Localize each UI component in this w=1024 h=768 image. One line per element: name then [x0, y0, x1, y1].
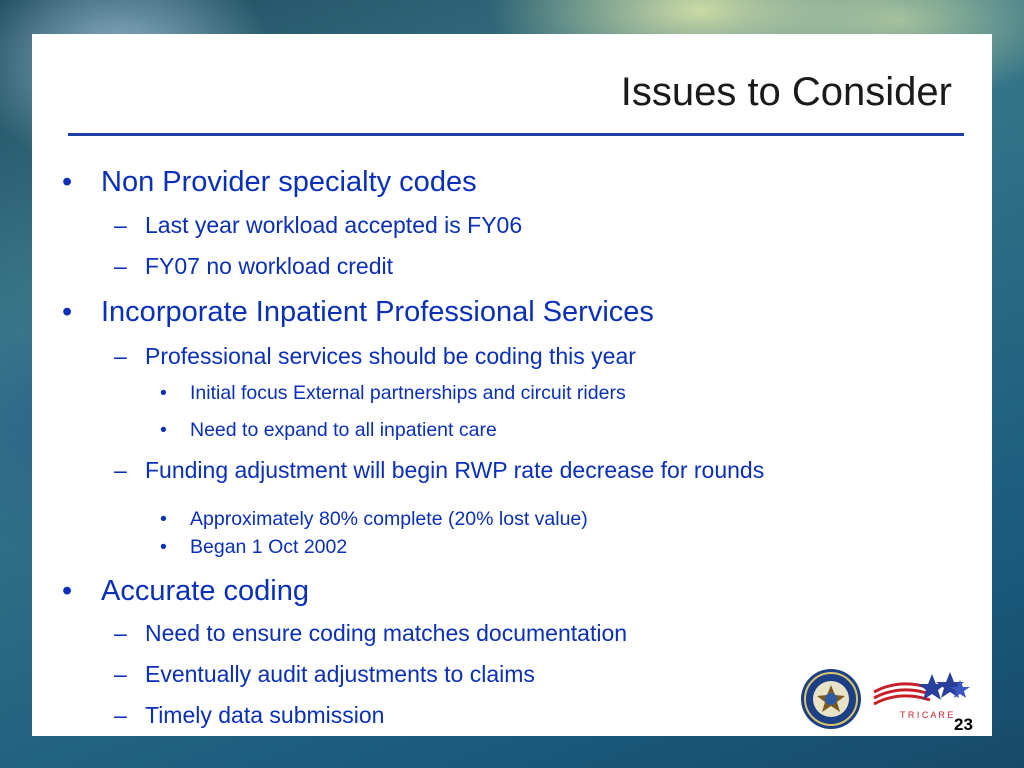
- bullet-text: Last year workload accepted is FY06: [145, 212, 523, 238]
- bullet-text: Non Provider specialty codes: [101, 166, 477, 198]
- bullet-marker: –: [114, 661, 127, 687]
- bullet-text: Accurate coding: [101, 575, 309, 607]
- bullet-text: Initial focus External partnerships and circuit riders: [190, 382, 626, 404]
- tricare-logo-icon: [870, 666, 974, 720]
- bullet-text: Began 1 Oct 2002: [190, 536, 348, 558]
- bullet-marker: •: [62, 166, 73, 198]
- bullet-marker: •: [62, 296, 73, 328]
- slide-title: Issues to Consider: [620, 70, 952, 114]
- dod-seal-icon: [800, 668, 862, 730]
- bullet-marker: –: [114, 620, 127, 646]
- page-number: 23: [954, 715, 973, 734]
- bullet-text: FY07 no workload credit: [145, 253, 394, 279]
- bullet-text: Professional services should be coding this year: [145, 343, 636, 369]
- bullet-marker: •: [62, 575, 73, 607]
- bullet-text: Need to ensure coding matches documentation: [145, 620, 628, 646]
- bullet-text: Eventually audit adjustments to claims: [145, 661, 535, 687]
- bullet-text: Approximately 80% complete (20% lost value): [190, 508, 588, 530]
- bullet-text: Need to expand to all inpatient care: [190, 419, 497, 441]
- bullet-marker: –: [114, 212, 127, 238]
- bullet-text: Incorporate Inpatient Professional Services: [101, 296, 654, 328]
- tricare-wordmark: T R I C A R E: [900, 710, 954, 720]
- slide: [32, 34, 992, 736]
- bullet-marker: –: [114, 702, 127, 728]
- bullet-marker: –: [114, 457, 127, 483]
- bullet-text: Timely data submission: [145, 702, 385, 728]
- bullet-text: Funding adjustment will begin RWP rate decrease for rounds: [145, 457, 765, 483]
- bullet-marker: •: [160, 508, 167, 530]
- bullet-marker: •: [160, 419, 167, 441]
- bullet-marker: •: [160, 382, 167, 404]
- bullet-list: [32, 34, 992, 736]
- bullet-marker: •: [160, 536, 167, 558]
- bullet-marker: –: [114, 343, 127, 369]
- bullet-marker: –: [114, 253, 127, 279]
